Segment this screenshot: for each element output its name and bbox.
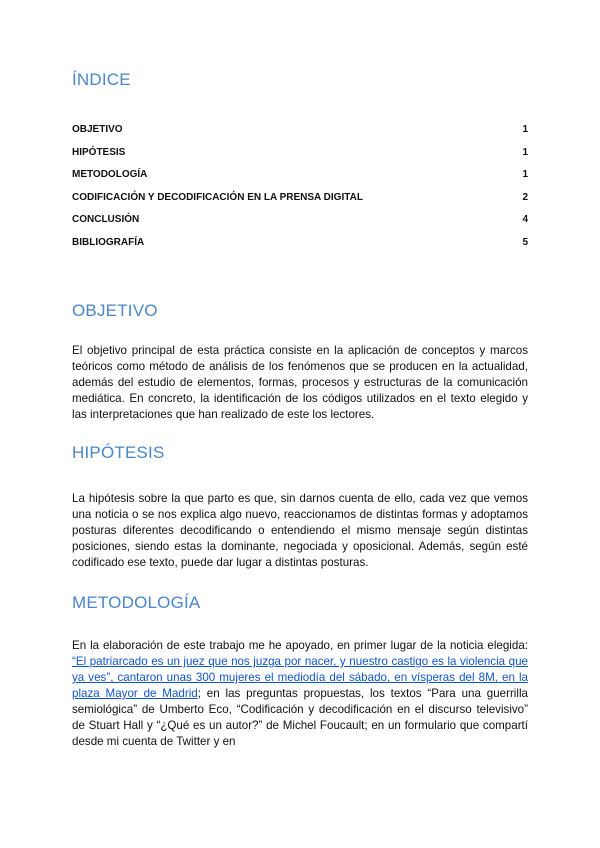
toc-entry-page: 4 <box>522 214 528 226</box>
metodologia-text-after: ; en las preguntas propuestas, los textos “Para una guerrilla semiológica” de Umberto Eco, “Codificación y decodificación en el discurso televisivo” de Stuart Hall y “¿Qué es un autor?” de Michel Foucault; en un formulario que compartí desde mi cuenta de Twitter y en <box>72 687 528 748</box>
toc-entry-label: CONCLUSIÓN <box>72 214 140 226</box>
toc-entry[interactable] <box>72 146 528 169</box>
news-article-link[interactable]: “El patriarcado es un juez que nos juzga por nacer, y nuestro castigo es la violencia que ya ves”, cantaron unas 300 mujeres el mediodía del sábado, en vísperas del 8M, en la plaza Mayor de Madrid <box>72 655 528 700</box>
toc-entry[interactable] <box>72 168 528 191</box>
hipotesis-heading: HIPÓTESIS <box>72 443 165 462</box>
toc-entry-page: 1 <box>522 146 528 158</box>
toc-entry-page: 2 <box>522 191 528 203</box>
toc-entry-label: HIPÓTESIS <box>72 146 126 158</box>
hipotesis-paragraph: La hipótesis sobre la que parto es que, sin darnos cuenta de ello, cada vez que vemos una noticia o se nos explica algo nuevo, reaccionamos de distintas formas y adoptamos posturas diferentes decodificando o entendiendo el mismo mensaje según distintas posiciones, siendo estas la dominante, negociada y oposicional. Además, según esté codificado ese texto, puede dar lugar a distintas posturas. <box>72 492 528 569</box>
toc-entry[interactable] <box>72 123 528 146</box>
toc-entry-page: 1 <box>522 169 528 181</box>
index-title: ÍNDICE <box>72 70 131 89</box>
toc-entry-label: METODOLOGÍA <box>72 169 148 181</box>
objetivo-paragraph: El objetivo principal de esta práctica consiste en la aplicación de conceptos y marcos teóricos como método de análisis de los fenómenos que se producen en la actualidad, además del estudio de elementos, formas, procesos y estructuras de la comunicación mediática. En concreto, la identificación de los códigos utilizados en el texto elegido y las interpretaciones que han realizado de este los lectores. <box>72 344 528 421</box>
objetivo-heading: OBJETIVO <box>72 301 158 320</box>
metodologia-text-before: En la elaboración de este trabajo me he apoyado, en primer lugar de la noticia elegida: <box>72 639 528 652</box>
metodologia-paragraph <box>72 638 528 750</box>
toc-entry-page: 1 <box>522 124 528 135</box>
metodologia-heading: METODOLOGÍA <box>72 593 201 612</box>
toc-entry-label: CODIFICACIÓN Y DECODIFICACIÓN EN LA PRENSA DIGITAL <box>72 191 363 203</box>
toc-entry-page: 5 <box>522 236 528 248</box>
toc-entry-label: OBJETIVO <box>72 124 123 135</box>
table-of-contents <box>72 123 528 259</box>
toc-entry[interactable] <box>72 236 528 259</box>
toc-entry-label: BIBLIOGRAFÍA <box>72 236 145 248</box>
toc-entry[interactable] <box>72 191 528 214</box>
toc-entry[interactable] <box>72 213 528 236</box>
